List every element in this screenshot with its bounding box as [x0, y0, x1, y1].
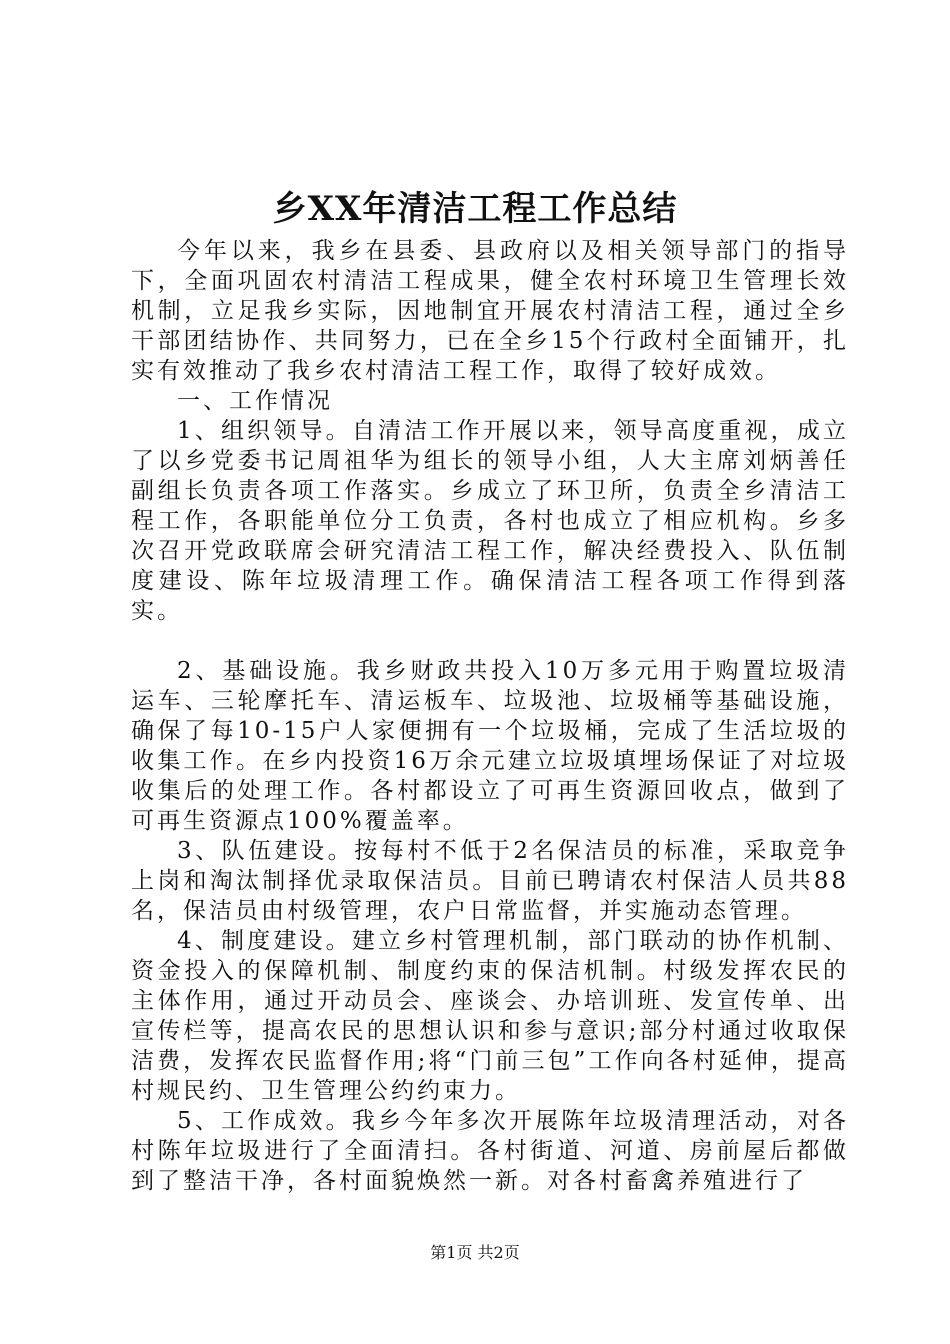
intro-paragraph: 今年以来，我乡在县委、县政府以及相关领导部门的指导下，全面巩固农村清洁工程成果，健全农村环境卫生管理长效机制，立足我乡实际，因地制宜开展农村清洁工程，通过全乡干部团结协作、共同努力，已在全乡15个行政村全面铺开，扎实有效推动了我乡农村清洁工程工作，取得了较好成效。 — [131, 238, 849, 384]
paragraph-system: 4、制度建设。建立乡村管理机制，部门联动的协作机制、资金投入的保障机制、制度约束的保洁机制。村级发挥农民的主体作用，通过开动员会、座谈会、办培训班、发宣传单、出宣传栏等，提高农民的思想认识和参与意识;部分村通过收取保洁费，发挥农民监督作用;将“门前三包”工作向各村延伸，提高村规民约、卫生管理公约约束力。 — [131, 928, 849, 1104]
section-heading: 一、工作情况 — [177, 388, 333, 414]
document-title: 乡XX年清洁工程工作总结 — [272, 189, 678, 229]
paragraph-results: 5、工作成效。我乡今年多次开展陈年垃圾清理活动，对各村陈年垃圾进行了全面清扫。各村街道、河道、房前屋后都做到了整洁干净，各村面貌焕然一新。对各村畜禽养殖进行了 — [131, 1108, 849, 1194]
document-body — [131, 236, 849, 1196]
paragraph-team: 3、队伍建设。按每村不低于2名保洁员的标准，采取竞争上岗和淘汰制择优录取保洁员。目前已聘请农村保洁人员共88名，保洁员由村级管理，农户日常监督，并实施动态管理。 — [131, 838, 849, 924]
paragraph-infrastructure: 2、基础设施。我乡财政共投入10万多元用于购置垃圾清运车、三轮摩托车、清运板车、垃圾池、垃圾桶等基础设施，确保了每10-15户人家便拥有一个垃圾桶，完成了生活垃圾的收集工作。在乡内投资16万余元建立垃圾填埋场保证了对垃圾收集后的处理工作。各村都设立了可再生资源回收点，做到了可再生资源点100%覆盖率。 — [131, 658, 849, 834]
paragraph-organization: 1、组织领导。自清洁工作开展以来，领导高度重视，成立了以乡党委书记周祖华为组长的领导小组，人大主席刘炳善任副组长负责各项工作落实。乡成立了环卫所，负责全乡清洁工程工作，各职能单位分工负责，各村也成立了相应机构。乡多次召开党政联席会研究清洁工程工作，解决经费投入、队伍制度建设、陈年垃圾清理工作。确保清洁工程各项工作得到落实。 — [131, 418, 849, 624]
page-footer: 第1页 共2页 — [430, 1243, 520, 1262]
